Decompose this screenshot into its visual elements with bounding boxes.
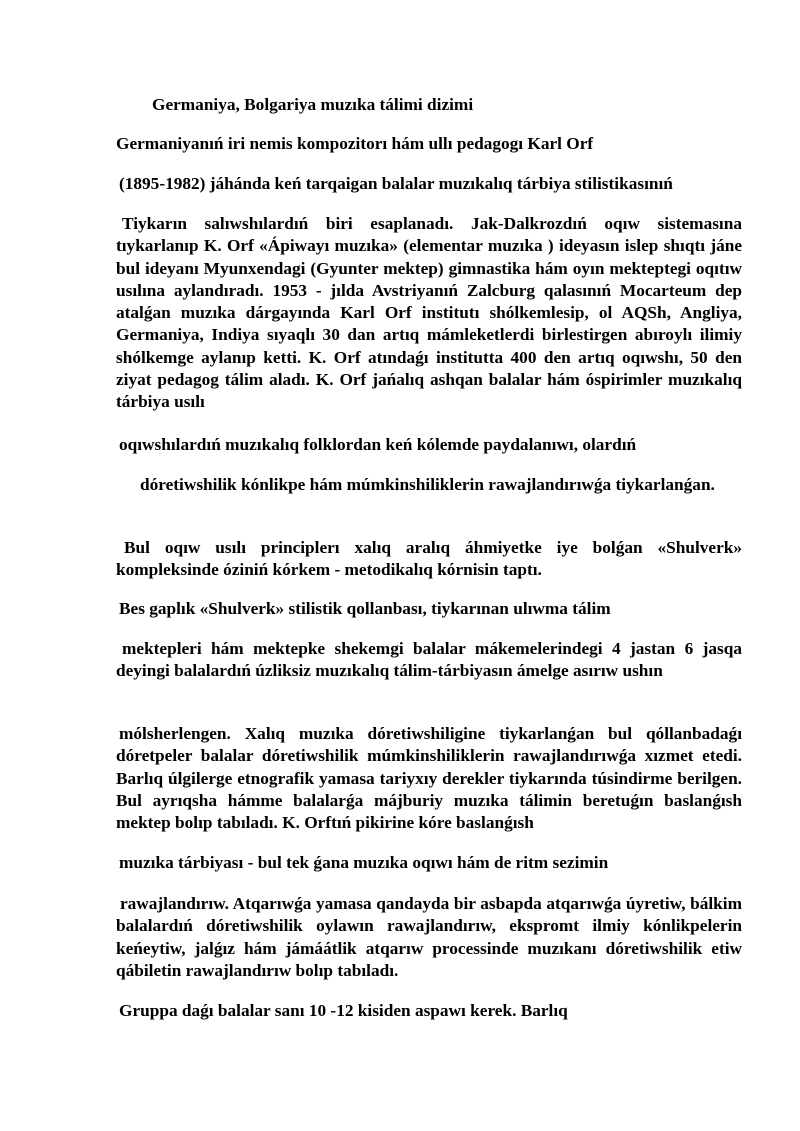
paragraph: Bes gaplık «Shulverk» stilistik qollanbası, tiykarınan ulıwma tálim [119,599,611,618]
paragraph: mólsherlengen. Xalıq muzıka dóretiwshiligine tiykarlanǵan bul qóllanbadaǵı dóretpeler balalar dóretiwshilik múmkinshiliklerin rawajlandırıwǵa xızmet etedi. Barlıq úlgilerge etnografik yamasa tariyxıy derekler tiykarında túsindirme berilgen. Bul ayrıqsha hámme balalarǵa májburiy muzıka tálimin beretuǵın baslanǵısh mektep bolıp tabıladı. K. Orftıń pikirine kóre baslanǵısh [116,724,742,833]
paragraph: Gruppa daǵı balalar sanı 10 -12 kisiden aspawı kerek. Barlıq [119,1001,568,1020]
paragraph: (1895-1982) jáhánda keń tarqaigan balalar muzıkalıq tárbiya stilistikasınıń [119,174,673,193]
paragraph: dóretiwshilik kónlikpe hám múmkinshiliklerin rawajlandırıwǵa tiykarlanǵan. [140,475,715,494]
paragraph: Bul oqıw usılı principlerı xalıq aralıq áhmiyetke iye bolǵan «Shulverk» kompleksinde óziniń kórkem - metodikalıq kórnisin taptı. [116,538,742,580]
paragraph: Tiykarın salıwshılardıń biri esaplanadı. Jak-Dalkrozdıń oqıw sistemasına tıykarlanıp K. Orf «Ápiwayı muzıka» (elementar muzıka ) ideyasın islep shıqtı jáne bul ideyanı Myunxendagi (Gyunter mektep) gimnastika hám oyın mekteptegi oqıtıw usılına aylandıradı. 1953 - jılda Avstriyanıń Zalcburg qalasınıń Mocarteum dep atalǵan muzıka dárgayında Karl Orf institutı shólkemlesip, ol AQSh, Angliya, Germaniya, Indiya sıyaqlı 30 dan artıq mámleketlerdi birlestirgen abıroylı ilimiy shólkemge aylanıp ketti. K. Orf atındaǵı institutta 400 den artıq oqıwshı, 50 den ziyat pedagog tálim aladı. K. Orf jańalıq ashqan balalar hám óspirimler muzıkalıq tárbiya usılı [116,214,742,412]
paragraph: Germaniyanıń iri nemis kompozitorı hám ullı pedagogı Karl Orf [116,134,594,153]
paragraph: rawajlandırıw. Atqarıwǵa yamasa qandayda bir asbapda atqarıwǵa úyretiw, bálkim balalardıń dóretiwshilik oylawın rawajlandırıw, ekspromt ilmiy kónlikpelerin keńeytiw, jalǵız hám jámáátlik atqarıw processinde muzıkanı dóretiwshilik etiw qábiletin rawajlandırıw bolıp tabıladı. [116,894,742,980]
paragraph: mektepleri hám mektepke shekemgi balalar mákemelerindegi 4 jastan 6 jasqa deyingi balalardıń úzliksiz muzıkalıq tálim-tárbiyasın ámelge asırıw ushın [116,639,742,681]
paragraph: muzıka tárbiyası - bul tek ǵana muzıka oqıwı hám de ritm sezimin [119,853,609,872]
page-title: Germaniya, Bolgariya muzıka tálimi dizimi [152,95,474,114]
paragraph: oqıwshılardıń muzıkalıq folklordan keń kólemde paydalanıwı, olardıń [119,435,637,454]
